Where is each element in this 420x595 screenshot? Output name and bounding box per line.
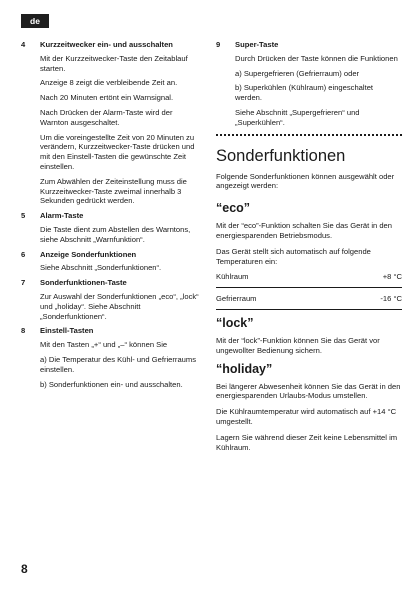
item-title: Kurzzeitwecker ein- und ausschalten (40, 40, 173, 49)
function-heading: “eco” (216, 201, 251, 216)
item-text: a) Supergefrieren (Gefrierraum) oder (235, 68, 360, 78)
item-text: Zur Auswahl der Sonderfunktionen „eco“, „lock“ und „holiday“. Siehe Abschnitt „Sonderfunktionen“. (40, 291, 199, 321)
item-text: b) Superkühlen (Kühlraum) eingeschaltet werden. (235, 83, 374, 103)
item-title: Alarm-Taste (40, 211, 84, 221)
function-lock (216, 316, 402, 356)
temp-label: Gefrierraum (216, 294, 257, 304)
function-heading: “holiday” (216, 361, 273, 376)
temp-row-gefrierraum (216, 294, 402, 304)
item-number: 5 (21, 211, 26, 221)
item-text: Nach 20 Minuten ertönt ein Warnsignal. (40, 93, 174, 103)
function-text: Mit der “lock”-Funktion können Sie das Gerät vor ungewollter Bedienung sichern. (216, 335, 380, 355)
item-anzeige-sonderfunktionen (21, 250, 199, 274)
item-title: Super-Taste (235, 40, 279, 49)
item-text: b) Sonderfunktionen ein- und ausschalten. (40, 379, 183, 389)
item-text: Mit den Tasten „+“ und „–“ können Sie (40, 340, 168, 350)
temp-row-kuehlraum (216, 272, 402, 282)
section-divider (216, 134, 402, 136)
item-text: Mit der Kurzzeitwecker-Taste den Zeitablauf starten. (40, 53, 188, 73)
item-number: 9 (216, 40, 221, 49)
temp-label: Kühlraum (216, 272, 249, 282)
temp-rule (216, 287, 402, 288)
item-text: Zum Abwählen der Zeiteinstellung muss die Kurzzeitwecker-Taste zweimal innerhalb 3 Sekunden gedrückt werden. (40, 176, 187, 206)
item-text: Siehe Abschnitt „Supergefrieren“ und „Superkühlen“. (235, 107, 360, 127)
function-text: Die Kühlraumtemperatur wird automatisch auf +14 °C umgestellt. (216, 407, 397, 426)
item-text: Um die voreingestellte Zeit von 20 Minuten zu verändern, Kurzzeitwecker-Taste drücken und mit den Einstell-Tasten die gewünschte Zeit einstellen. (40, 132, 195, 171)
function-text: Das Gerät stellt sich automatisch auf folgende Temperaturen ein: (216, 246, 371, 266)
function-text: Lagern Sie während dieser Zeit keine Lebensmittel im Kühlraum. (216, 432, 398, 452)
function-holiday (216, 362, 402, 453)
section-heading: Sonderfunktionen (216, 146, 346, 165)
item-title: Sonderfunktionen-Taste (40, 278, 127, 288)
temp-value: -16 °C (380, 294, 402, 304)
item-text: Anzeige 8 zeigt die verbleibende Zeit an. (40, 78, 178, 88)
function-text: Mit der “eco”-Funktion schalten Sie das Gerät in den energiesparenden Betriebsmodus. (216, 221, 393, 240)
item-text: a) Die Temperatur des Kühl- und Gefrierraums einstellen. (40, 354, 197, 374)
item-text: Nach Drücken der Alarm-Taste wird der Warnton ausgeschaltet. (40, 107, 173, 127)
item-kurzzeitwecker (21, 40, 199, 206)
function-heading: “lock” (216, 315, 254, 330)
item-number: 7 (21, 278, 26, 288)
item-sonderfunktionen-taste (21, 278, 199, 321)
right-column (216, 40, 402, 458)
item-title: Einstell-Tasten (40, 326, 94, 336)
item-number: 8 (21, 326, 26, 336)
language-tab: de (21, 14, 49, 28)
function-text: Bei längerer Abwesenheit können Sie das Gerät in den energiesparenden Urlaubs-Modus umstellen. (216, 381, 401, 401)
function-eco (216, 201, 402, 310)
item-super-taste (216, 40, 402, 128)
item-text: Durch Drücken der Taste können die Funktionen (235, 53, 398, 63)
item-einstell-tasten (21, 326, 199, 389)
item-number: 6 (21, 249, 26, 259)
section-intro: Folgende Sonderfunktionen können ausgewählt oder angezeigt werden: (216, 171, 395, 191)
item-text: Siehe Abschnitt „Sonderfunktionen“. (40, 263, 162, 273)
item-text: Die Taste dient zum Abstellen des Warntons, siehe Abschnitt „Warnfunktion“. (40, 224, 191, 244)
temp-value: +8 °C (382, 272, 402, 282)
page-number: 8 (21, 562, 28, 576)
left-column (21, 40, 199, 394)
temp-rule (216, 309, 402, 310)
item-title: Anzeige Sonderfunktionen (40, 249, 137, 259)
item-alarm-taste (21, 211, 199, 244)
item-number: 4 (21, 40, 26, 49)
